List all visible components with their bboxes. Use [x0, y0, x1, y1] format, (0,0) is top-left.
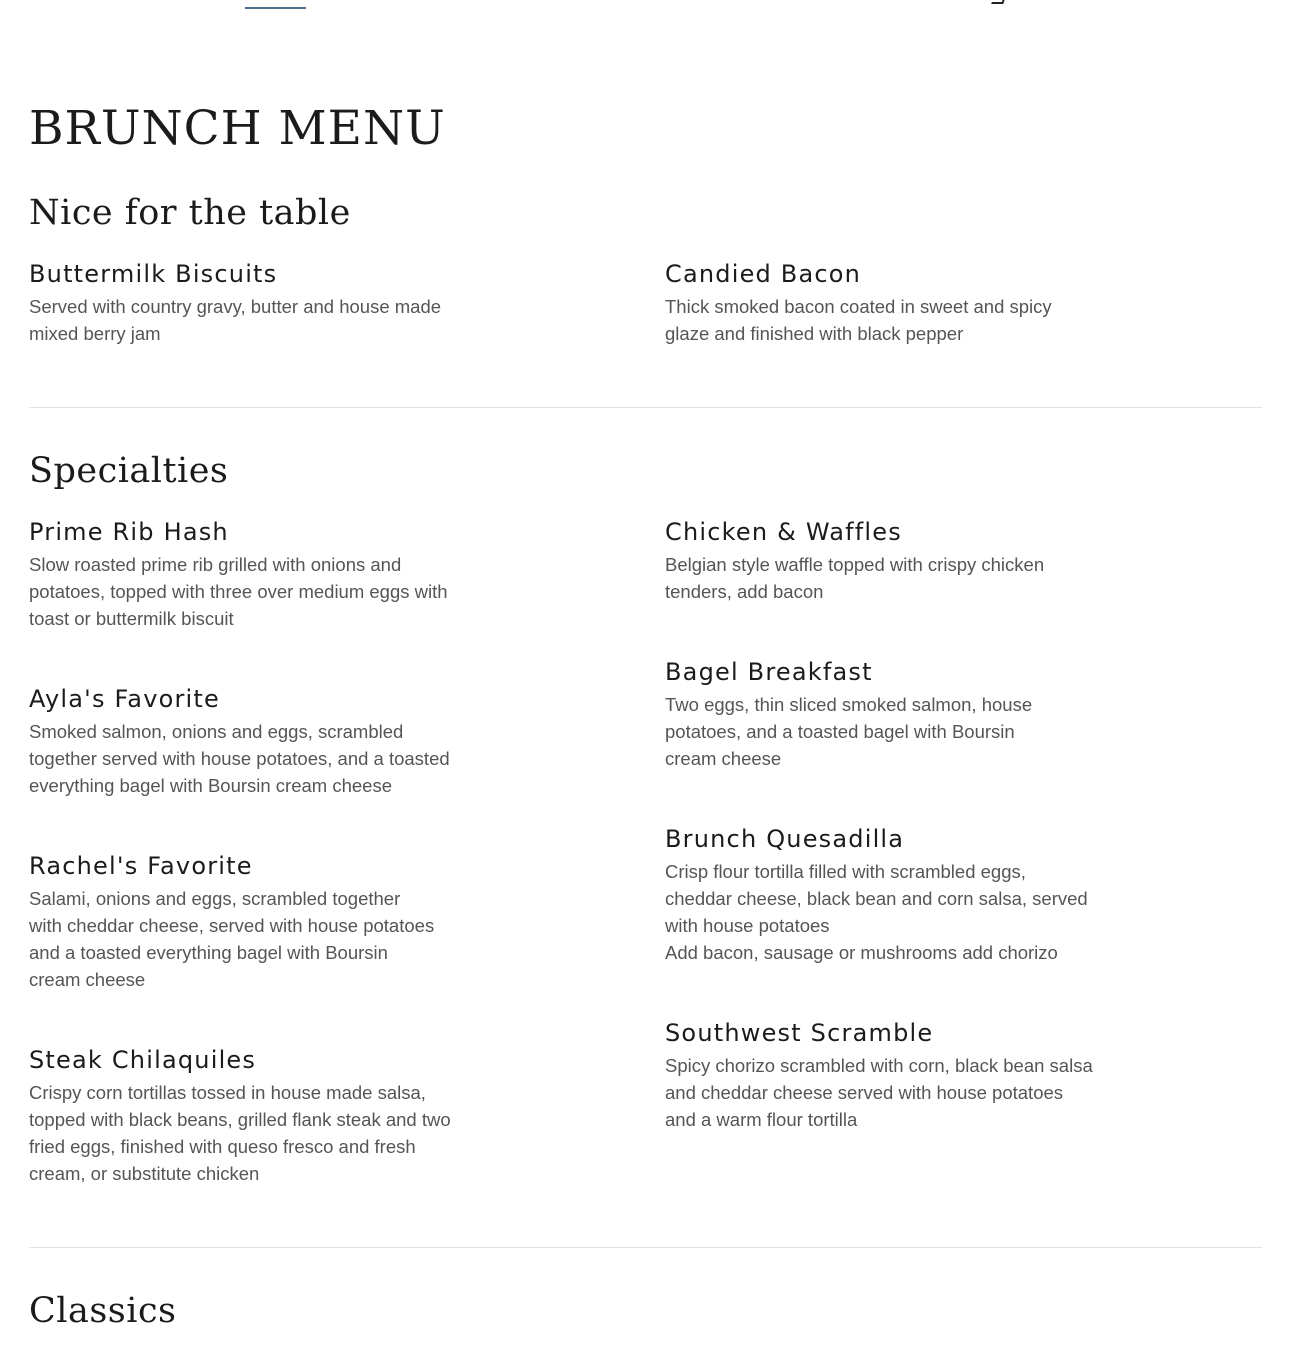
menu-item-description: Crispy corn tortillas tossed in house made salsa, topped with black beans, grilled flank steak and two fried eggs, finished with queso fresco and fresh cream, or substitute chicken	[29, 1082, 451, 1184]
menu-item-description: Crisp flour tortilla filled with scrambled eggs, cheddar cheese, black bean and corn salsa, served with house potatoes Add bacon, sausage or mushrooms add chorizo	[665, 861, 1088, 963]
menu-item-name: Bagel Breakfast	[665, 658, 873, 686]
menu-item-brunch-quesadilla	[665, 823, 1145, 966]
menu-item-aylas-favorite	[29, 683, 509, 799]
section-title-classics: Classics	[29, 1291, 177, 1331]
menu-item-description: Salami, onions and eggs, scrambled together with cheddar cheese, served with house potatoes and a toasted everything bagel with Boursin cream cheese	[29, 888, 435, 990]
menu-item-chicken-and-waffles	[665, 516, 1145, 605]
menu-item-steak-chilaquiles	[29, 1044, 509, 1187]
menu-item-candied-bacon	[665, 258, 1145, 347]
menu-item-name: Buttermilk Biscuits	[29, 260, 278, 288]
menu-item-description: Smoked salmon, onions and eggs, scrambled together served with house potatoes, and a toasted everything bagel with Boursin cream cheese	[29, 721, 450, 796]
menu-item-description: Two eggs, thin sliced smoked salmon, house potatoes, and a toasted bagel with Boursin cream cheese	[665, 694, 1033, 769]
section-title-nice-for-the-table: Nice for the table	[29, 193, 351, 233]
menu-item-bagel-breakfast	[665, 656, 1145, 772]
menu-item-southwest-scramble	[665, 1017, 1145, 1133]
menu-item-description: Thick smoked bacon coated in sweet and spicy glaze and finished with black pepper	[665, 296, 1052, 344]
active-tab-indicator	[245, 7, 306, 9]
menu-item-name: Southwest Scramble	[665, 1019, 934, 1047]
menu-item-description: Spicy chorizo scrambled with corn, black bean salsa and cheddar cheese served with house potatoes and a warm flour tortilla	[665, 1055, 1093, 1130]
menu-item-name: Ayla's Favorite	[29, 685, 221, 713]
section-divider	[29, 1247, 1262, 1248]
menu-item-description: Slow roasted prime rib grilled with onions and potatoes, topped with three over medium eggs with toast or buttermilk biscuit	[29, 554, 448, 629]
section-title-specialties: Specialties	[29, 451, 229, 491]
menu-item-name: Candied Bacon	[665, 260, 862, 288]
menu-item-rachels-favorite	[29, 850, 509, 993]
menu-item-buttermilk-biscuits	[29, 258, 509, 347]
menu-item-name: Chicken & Waffles	[665, 518, 902, 546]
menu-item-name: Brunch Quesadilla	[665, 825, 905, 853]
nav-item-fragment	[991, 0, 1007, 4]
menu-item-description: Served with country gravy, butter and house made mixed berry jam	[29, 296, 442, 344]
menu-item-name: Steak Chilaquiles	[29, 1046, 257, 1074]
menu-item-prime-rib-hash	[29, 516, 509, 632]
menu-item-name: Rachel's Favorite	[29, 852, 253, 880]
menu-item-description: Belgian style waffle topped with crispy chicken tenders, add bacon	[665, 554, 1045, 602]
menu-item-name: Prime Rib Hash	[29, 518, 229, 546]
page-title: BRUNCH MENU	[29, 101, 446, 156]
section-divider	[29, 407, 1262, 408]
